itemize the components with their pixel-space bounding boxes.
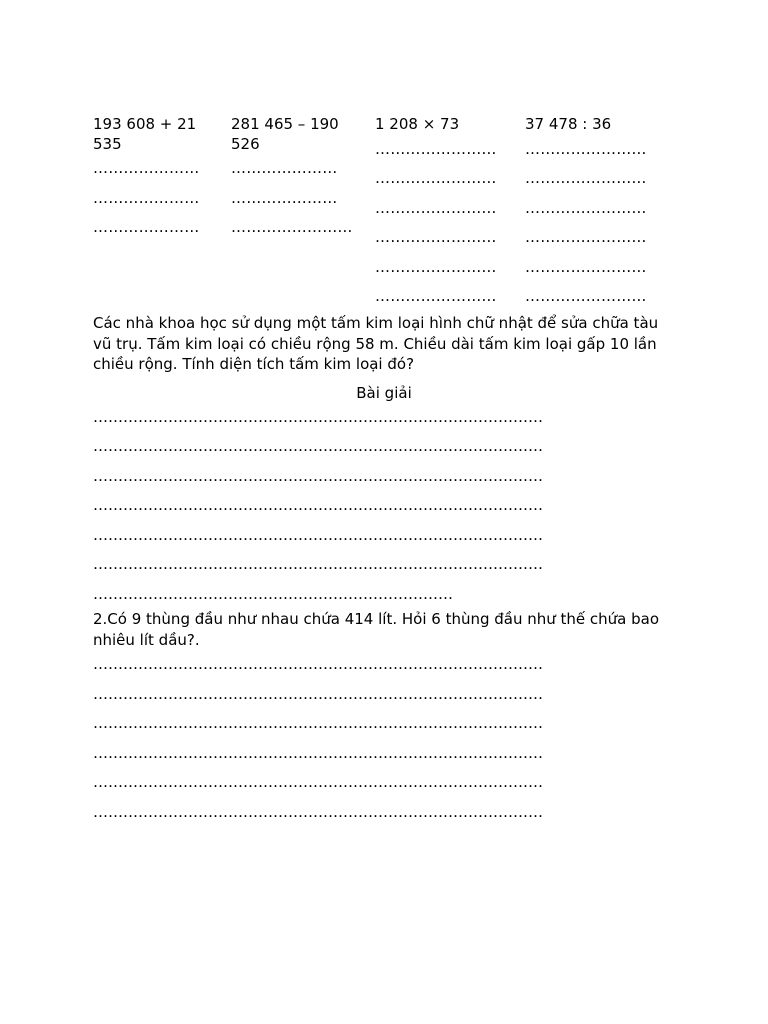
answer-line[interactable]: …………………… <box>375 257 497 276</box>
answer-line[interactable]: ………………… <box>93 159 200 177</box>
solution-line[interactable]: ……………………………………………………………………………… <box>93 684 543 703</box>
answer-line[interactable]: ………………… <box>231 188 338 207</box>
solution-line[interactable]: ……………………………………………………………………………… <box>93 555 543 573</box>
solution-line[interactable]: ……………………………………………………………………………… <box>93 714 543 732</box>
answer-line[interactable]: …………………… <box>525 139 647 158</box>
solution-line[interactable]: ……………………………………………………………………………… <box>93 407 543 426</box>
solution-lines-2 <box>93 650 673 827</box>
answer-line[interactable]: …………………… <box>375 198 497 217</box>
calculation-subtraction <box>231 115 356 243</box>
solution-line[interactable]: ……………………………………………………………………………… <box>93 466 543 485</box>
answer-line[interactable]: …………………… <box>525 228 647 246</box>
answer-line[interactable]: …………………… <box>525 257 647 276</box>
answer-line[interactable]: …………………… <box>525 287 647 305</box>
answer-line[interactable]: …………………… <box>375 287 497 305</box>
solution-lines-1 <box>93 403 673 610</box>
solution-line[interactable]: ……………………………………………………………… <box>93 584 453 603</box>
answer-line[interactable]: …………………… <box>375 139 497 158</box>
answer-line[interactable]: …………………… <box>231 218 353 236</box>
solution-line[interactable]: ……………………………………………………………………………… <box>93 525 543 544</box>
answer-line[interactable]: …………………… <box>375 228 497 246</box>
answer-line[interactable]: ………………… <box>231 159 338 177</box>
calculation-expression: 281 465 – 190 526 <box>231 115 339 153</box>
solution-line[interactable]: ……………………………………………………………………………… <box>93 743 543 762</box>
calculation-division <box>525 115 665 312</box>
solution-heading: Bài giải <box>356 383 412 402</box>
answer-line[interactable]: …………………… <box>525 198 647 217</box>
calculation-expression: 37 478 : 36 <box>525 115 612 133</box>
answer-line[interactable]: ………………… <box>93 188 200 207</box>
solution-line[interactable]: ……………………………………………………………………………… <box>93 496 543 514</box>
calculation-multiplication <box>375 115 515 312</box>
answer-line[interactable]: ………………… <box>93 218 200 236</box>
solution-line[interactable]: ……………………………………………………………………………… <box>93 802 543 821</box>
solution-line[interactable]: ……………………………………………………………………………… <box>93 773 543 791</box>
calculation-expression: 193 608 + 21 535 <box>93 115 197 153</box>
solution-line[interactable]: ……………………………………………………………………………… <box>93 655 543 673</box>
answer-line[interactable]: …………………… <box>375 169 497 187</box>
word-problem-1: Các nhà khoa học sử dụng một tấm kim loại hình chữ nhật để sửa chữa tàu vũ trụ. Tấm kim loại có chiều rộng 58 m. Chiều dài tấm kim loại gấp 10 lần chiều rộng. Tính diện tích tấm kim loại đó? <box>93 314 659 373</box>
calculation-expression: 1 208 × 73 <box>375 115 460 133</box>
worksheet-page <box>93 115 673 827</box>
answer-line[interactable]: …………………… <box>525 169 647 187</box>
word-problem-2: 2.Có 9 thùng đầu như nhau chứa 414 lít. Hỏi 6 thùng đầu như thế chứa bao nhiêu lít dầu?. <box>93 610 660 649</box>
calculation-addition <box>93 115 213 243</box>
calculation-exercises <box>93 115 673 313</box>
solution-line[interactable]: ……………………………………………………………………………… <box>93 437 543 455</box>
